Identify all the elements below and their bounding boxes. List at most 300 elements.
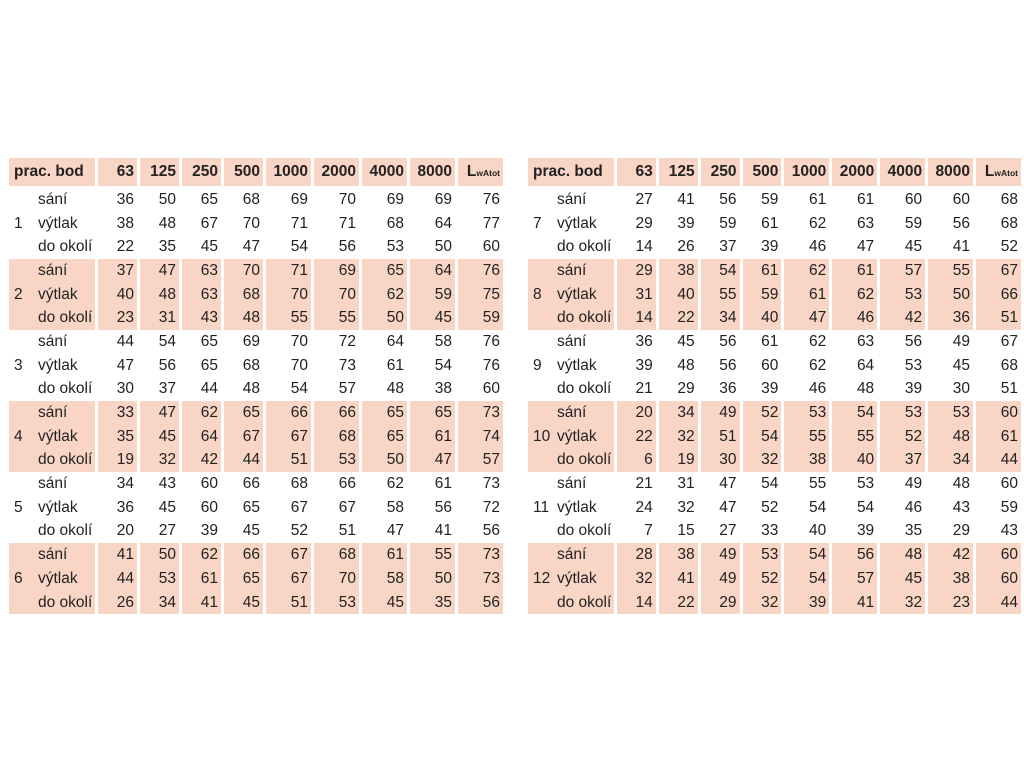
value-cell: 65 [200, 190, 218, 208]
row-label [9, 235, 95, 259]
value-cell: 65 [362, 401, 407, 425]
table-row [528, 235, 1021, 259]
value-cell: 56 [832, 543, 877, 567]
value-cell: 61 [182, 567, 221, 591]
value-cell: 55 [266, 306, 311, 330]
value-cell: 68 [242, 356, 260, 374]
value-cell: 47 [140, 401, 179, 425]
value-cell: 37 [158, 380, 176, 398]
operating-point-number: 11 [533, 498, 550, 516]
total-value-cell: 61 [976, 425, 1021, 449]
value-cell: 43 [952, 498, 970, 516]
value-cell: 63 [182, 283, 221, 307]
value-cell: 36 [928, 306, 973, 330]
row-type-label: do okolí [557, 380, 612, 398]
operating-point-number: 7 [533, 214, 542, 232]
value-cell: 59 [743, 283, 782, 307]
value-cell: 20 [116, 522, 134, 540]
value-cell: 29 [677, 380, 695, 398]
total-value-cell: 51 [1000, 380, 1018, 398]
value-cell: 53 [314, 591, 359, 615]
value-cell: 68 [314, 425, 359, 449]
value-cell: 53 [743, 543, 782, 567]
value-cell: 68 [242, 190, 260, 208]
value-cell: 67 [200, 214, 218, 232]
value-cell: 39 [904, 380, 923, 398]
value-cell: 46 [904, 498, 923, 516]
value-cell: 56 [952, 214, 970, 232]
total-value-cell: 56 [482, 522, 500, 540]
total-value-cell: 56 [458, 591, 503, 615]
table-row [528, 354, 1021, 378]
row-label [9, 330, 95, 354]
value-cell: 32 [880, 591, 925, 615]
table-row [9, 330, 503, 354]
value-cell: 37 [880, 449, 925, 473]
value-cell: 64 [434, 214, 452, 232]
value-cell: 65 [224, 401, 263, 425]
value-cell: 41 [952, 238, 970, 256]
table-row [9, 212, 503, 236]
value-cell: 39 [784, 591, 829, 615]
table-row [9, 401, 503, 425]
value-cell: 39 [677, 214, 695, 232]
value-cell: 70 [314, 283, 359, 307]
column-header-total [458, 158, 503, 188]
value-cell: 24 [635, 498, 653, 516]
table-row [528, 496, 1021, 520]
value-cell: 39 [200, 522, 218, 540]
table-row [528, 567, 1021, 591]
value-cell: 45 [677, 332, 695, 350]
value-cell: 63 [856, 332, 875, 350]
value-cell: 53 [928, 401, 973, 425]
value-cell: 55 [928, 259, 973, 283]
value-cell: 73 [338, 356, 356, 374]
value-cell: 38 [784, 449, 829, 473]
value-cell: 50 [140, 543, 179, 567]
value-cell: 55 [784, 425, 829, 449]
value-cell: 55 [314, 306, 359, 330]
row-type-label: sání [38, 190, 68, 208]
value-cell: 60 [761, 356, 779, 374]
value-cell: 63 [856, 214, 875, 232]
table-row [528, 188, 1021, 212]
value-cell: 42 [880, 306, 925, 330]
row-label [528, 520, 614, 544]
value-cell: 41 [659, 567, 698, 591]
value-cell: 60 [200, 475, 218, 493]
value-cell: 52 [761, 498, 779, 516]
total-value-cell: 43 [1000, 522, 1018, 540]
row-type-label: výtlak [557, 285, 597, 303]
value-cell: 37 [98, 259, 137, 283]
value-cell: 53 [140, 567, 179, 591]
value-cell: 43 [182, 306, 221, 330]
column-header-band: 8000 [410, 158, 455, 188]
value-cell: 53 [784, 401, 829, 425]
total-value-cell: 44 [976, 591, 1021, 615]
row-label [9, 472, 95, 496]
total-value-cell: 77 [482, 214, 500, 232]
value-cell: 56 [719, 356, 737, 374]
row-label [9, 259, 95, 283]
value-cell: 50 [434, 238, 452, 256]
value-cell: 47 [719, 475, 737, 493]
row-label [9, 283, 95, 307]
row-type-label: sání [557, 332, 587, 350]
value-cell: 34 [659, 401, 698, 425]
row-type-label: do okolí [38, 309, 93, 327]
value-cell: 47 [140, 259, 179, 283]
value-cell: 64 [386, 332, 404, 350]
total-value-cell: 73 [482, 475, 500, 493]
total-value-cell: 68 [1000, 356, 1018, 374]
value-cell: 21 [635, 380, 653, 398]
value-cell: 45 [880, 567, 925, 591]
row-label [9, 425, 95, 449]
value-cell: 54 [856, 498, 875, 516]
value-cell: 65 [200, 332, 218, 350]
header-row [528, 158, 1021, 188]
table-row [528, 543, 1021, 567]
value-cell: 23 [928, 591, 973, 615]
value-cell: 68 [314, 543, 359, 567]
value-cell: 48 [928, 425, 973, 449]
row-type-label: výtlak [557, 356, 597, 374]
value-cell: 47 [116, 356, 134, 374]
value-cell: 48 [677, 356, 695, 374]
value-cell: 34 [116, 475, 134, 493]
column-header-band: 8000 [928, 158, 973, 188]
total-value-cell: 60 [976, 543, 1021, 567]
value-cell: 55 [809, 475, 827, 493]
value-cell: 48 [952, 475, 970, 493]
value-cell: 56 [719, 190, 737, 208]
table-row [528, 283, 1021, 307]
value-cell: 30 [952, 380, 970, 398]
value-cell: 14 [635, 238, 653, 256]
value-cell: 67 [266, 567, 311, 591]
value-cell: 42 [182, 449, 221, 473]
row-label [528, 378, 614, 402]
row-label [528, 212, 614, 236]
value-cell: 69 [314, 259, 359, 283]
total-value-cell: 44 [976, 449, 1021, 473]
table-row [528, 212, 1021, 236]
row-type-label: sání [557, 475, 587, 493]
value-cell: 53 [904, 356, 923, 374]
value-cell: 54 [809, 498, 827, 516]
value-cell: 61 [784, 283, 829, 307]
value-cell: 31 [677, 475, 695, 493]
value-cell: 30 [701, 449, 740, 473]
row-label [528, 306, 614, 330]
value-cell: 49 [701, 401, 740, 425]
row-label [9, 188, 95, 212]
total-value-cell: 60 [976, 401, 1021, 425]
value-cell: 32 [743, 449, 782, 473]
row-type-label: do okolí [38, 380, 93, 398]
total-value-cell: 59 [458, 306, 503, 330]
value-cell: 34 [140, 591, 179, 615]
value-cell: 45 [140, 425, 179, 449]
total-value-cell: 76 [482, 190, 500, 208]
value-cell: 67 [338, 498, 356, 516]
table-row [9, 235, 503, 259]
total-value-cell: 67 [1000, 332, 1018, 350]
table-row [9, 496, 503, 520]
total-value-cell: 73 [458, 543, 503, 567]
total-value-cell: 59 [1000, 498, 1018, 516]
value-cell: 42 [928, 543, 973, 567]
value-cell: 55 [410, 543, 455, 567]
total-value-cell: 66 [976, 283, 1021, 307]
value-cell: 22 [617, 425, 656, 449]
row-label [9, 496, 95, 520]
table-row [9, 283, 503, 307]
total-value-cell: 60 [482, 238, 500, 256]
row-label [9, 567, 95, 591]
value-cell: 61 [362, 543, 407, 567]
value-cell: 60 [904, 190, 923, 208]
table-row [528, 591, 1021, 615]
row-type-label: sání [38, 332, 68, 350]
value-cell: 53 [386, 238, 404, 256]
value-cell: 48 [856, 380, 875, 398]
row-label [528, 235, 614, 259]
value-cell: 35 [904, 522, 923, 540]
value-cell: 20 [617, 401, 656, 425]
row-label [528, 188, 614, 212]
value-cell: 53 [856, 475, 875, 493]
value-cell: 62 [809, 214, 827, 232]
value-cell: 64 [410, 259, 455, 283]
value-cell: 41 [677, 190, 695, 208]
value-cell: 62 [809, 332, 827, 350]
value-cell: 70 [242, 214, 260, 232]
row-type-label: sání [38, 261, 68, 279]
value-cell: 49 [701, 567, 740, 591]
value-cell: 65 [362, 425, 407, 449]
value-cell: 65 [242, 498, 260, 516]
value-cell: 45 [200, 238, 218, 256]
value-cell: 54 [743, 425, 782, 449]
total-symbol: L [984, 163, 995, 180]
total-value-cell: 51 [976, 306, 1021, 330]
table-row [528, 425, 1021, 449]
value-cell: 61 [410, 425, 455, 449]
value-cell: 66 [338, 475, 356, 493]
table-row [9, 520, 503, 544]
column-header-band: 250 [701, 158, 740, 188]
value-cell: 58 [386, 498, 404, 516]
value-cell: 65 [410, 401, 455, 425]
value-cell: 58 [362, 567, 407, 591]
value-cell: 71 [266, 259, 311, 283]
total-value-cell: 68 [1000, 190, 1018, 208]
value-cell: 22 [116, 238, 134, 256]
row-type-label: sání [557, 190, 587, 208]
value-cell: 49 [701, 543, 740, 567]
value-cell: 48 [158, 214, 176, 232]
value-cell: 38 [659, 543, 698, 567]
value-cell: 39 [761, 238, 779, 256]
value-cell: 35 [158, 238, 176, 256]
value-cell: 54 [290, 380, 308, 398]
value-cell: 55 [832, 425, 877, 449]
value-cell: 36 [635, 332, 653, 350]
value-cell: 70 [338, 190, 356, 208]
value-cell: 61 [386, 356, 404, 374]
value-cell: 14 [617, 591, 656, 615]
value-cell: 56 [158, 356, 176, 374]
value-cell: 52 [743, 401, 782, 425]
row-label [9, 520, 95, 544]
column-header-band: 63 [617, 158, 656, 188]
row-type-label: sání [557, 261, 587, 279]
value-cell: 69 [290, 190, 308, 208]
value-cell: 48 [242, 380, 260, 398]
value-cell: 7 [644, 522, 653, 540]
row-label [9, 401, 95, 425]
value-cell: 45 [952, 356, 970, 374]
value-cell: 32 [617, 567, 656, 591]
operating-point-number: 3 [14, 356, 23, 374]
table-row [528, 259, 1021, 283]
value-cell: 36 [116, 498, 134, 516]
value-cell: 46 [809, 238, 827, 256]
value-cell: 56 [434, 498, 452, 516]
value-cell: 70 [290, 332, 308, 350]
value-cell: 36 [719, 380, 737, 398]
value-cell: 50 [158, 190, 176, 208]
value-cell: 56 [338, 238, 356, 256]
value-cell: 29 [617, 259, 656, 283]
value-cell: 66 [266, 401, 311, 425]
value-cell: 47 [719, 498, 737, 516]
row-label [528, 283, 614, 307]
value-cell: 54 [784, 543, 829, 567]
table-row [528, 306, 1021, 330]
row-type-label: sání [557, 404, 587, 422]
row-type-label: výtlak [38, 569, 78, 587]
operating-point-number: 6 [14, 569, 23, 587]
value-cell: 31 [140, 306, 179, 330]
value-cell: 38 [116, 214, 134, 232]
value-cell: 49 [904, 475, 923, 493]
row-label [528, 401, 614, 425]
total-value-cell: 57 [458, 449, 503, 473]
value-cell: 46 [832, 306, 877, 330]
value-cell: 44 [224, 449, 263, 473]
operating-point-number: 10 [533, 427, 551, 445]
value-cell: 62 [784, 259, 829, 283]
column-header-band: 4000 [362, 158, 407, 188]
value-cell: 59 [410, 283, 455, 307]
value-cell: 54 [701, 259, 740, 283]
table-row [9, 449, 503, 473]
value-cell: 14 [617, 306, 656, 330]
value-cell: 56 [719, 332, 737, 350]
row-type-label: sání [38, 475, 68, 493]
value-cell: 60 [200, 498, 218, 516]
total-value-cell: 60 [976, 567, 1021, 591]
header-row [9, 158, 503, 188]
value-cell: 35 [98, 425, 137, 449]
value-cell: 68 [386, 214, 404, 232]
table-row [9, 425, 503, 449]
value-cell: 21 [635, 475, 653, 493]
value-cell: 30 [116, 380, 134, 398]
value-cell: 32 [677, 498, 695, 516]
value-cell: 57 [832, 567, 877, 591]
row-label [528, 543, 614, 567]
row-type-label: výtlak [38, 498, 78, 516]
total-value-cell: 73 [458, 567, 503, 591]
value-cell: 70 [290, 356, 308, 374]
noise-table-left [6, 158, 506, 614]
value-cell: 36 [116, 190, 134, 208]
value-cell: 47 [242, 238, 260, 256]
value-cell: 34 [701, 306, 740, 330]
value-cell: 63 [182, 259, 221, 283]
operating-point-number: 5 [14, 498, 23, 516]
value-cell: 19 [98, 449, 137, 473]
table-row [9, 591, 503, 615]
value-cell: 22 [659, 306, 698, 330]
column-header-band: 250 [182, 158, 221, 188]
column-header-band: 1000 [784, 158, 829, 188]
value-cell: 50 [362, 306, 407, 330]
value-cell: 47 [856, 238, 875, 256]
row-type-label: sání [38, 546, 68, 564]
row-label [9, 212, 95, 236]
value-cell: 61 [856, 190, 875, 208]
row-label [528, 449, 614, 473]
value-cell: 67 [224, 425, 263, 449]
value-cell: 59 [761, 190, 779, 208]
column-header-band: 125 [140, 158, 179, 188]
value-cell: 71 [338, 214, 356, 232]
value-cell: 41 [434, 522, 452, 540]
value-cell: 50 [928, 283, 973, 307]
table-row [9, 567, 503, 591]
value-cell: 41 [182, 591, 221, 615]
row-type-label: výtlak [557, 569, 597, 587]
total-value-cell: 76 [458, 259, 503, 283]
value-cell: 70 [224, 259, 263, 283]
value-cell: 54 [434, 356, 452, 374]
row-type-label: výtlak [38, 214, 78, 232]
value-cell: 69 [386, 190, 404, 208]
value-cell: 59 [904, 214, 923, 232]
total-subscript: wAtot [476, 168, 500, 178]
row-type-label: do okolí [557, 451, 612, 469]
total-value-cell: 67 [976, 259, 1021, 283]
value-cell: 45 [410, 306, 455, 330]
value-cell: 62 [809, 356, 827, 374]
value-cell: 65 [224, 567, 263, 591]
value-cell: 61 [434, 475, 452, 493]
value-cell: 35 [410, 591, 455, 615]
row-type-label: výtlak [557, 427, 597, 445]
value-cell: 37 [719, 238, 737, 256]
value-cell: 65 [362, 259, 407, 283]
row-label [9, 591, 95, 615]
value-cell: 57 [338, 380, 356, 398]
column-header-band: 4000 [880, 158, 925, 188]
